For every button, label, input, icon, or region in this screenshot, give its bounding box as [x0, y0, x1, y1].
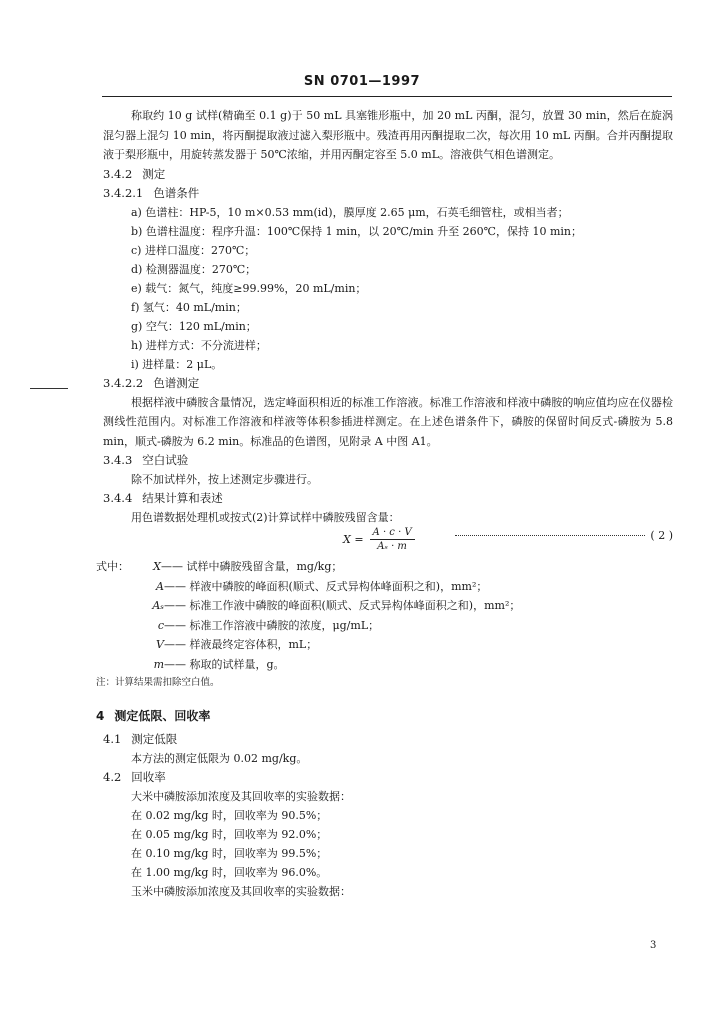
section-title: 测定低限、回收率	[114, 709, 211, 723]
section-4	[96, 706, 673, 726]
recovery-item: 在 1.00 mg/kg 时，回收率为 96.0%。	[131, 866, 328, 879]
measurement-paragraph: 根据样液中磷胺含量情况，选定峰面积相近的标准工作溶液。标准工作溶液和样液中磷胺的响应值均应在仪器检测线性范围内。对标准工作溶液和样液等体积参插进样测定。在上述色谱条件下，磷胺的保留时间反式-磷胺为 5.8 min，顺式-磷胺为 6.2 min。标准品的色谱图，见附录 A 中图 A1。	[103, 395, 673, 448]
spacer	[103, 692, 673, 706]
section-number: 4.1	[103, 732, 122, 746]
section-number: 3.4.3	[103, 453, 133, 467]
section-3-4-3	[103, 451, 673, 470]
header-rule	[102, 96, 672, 97]
condition-item: g) 空气：120 mL/min；	[131, 319, 257, 333]
section-title: 空白试验	[142, 453, 189, 467]
section-title: 结果计算和表述	[142, 491, 223, 505]
section-title: 测定	[142, 166, 166, 181]
condition-item: f) 氢气：40 mL/min；	[131, 300, 247, 314]
section-title: 色谱测定	[153, 375, 200, 390]
condition-item: b) 色谱柱温度：程序升温：100℃保持 1 min，以 20℃/min 升至 260℃，保持 10 min；	[131, 224, 583, 238]
standard-number-header: SN 0701—1997	[303, 74, 421, 89]
condition-item: a) 色谱柱：HP-5，10 m×0.53 mm(id)，膜厚度 2.65 μm，石英毛细管柱，或相当者；	[131, 205, 569, 219]
page-number: 3	[650, 940, 657, 951]
formula-row	[103, 527, 673, 557]
calculation-note: 注：计算结果需扣除空白值。	[96, 677, 220, 688]
variable-row	[96, 596, 673, 616]
formula-lhs: X =	[343, 533, 364, 546]
variable-row	[96, 635, 673, 655]
section-number: 3.4.2.1	[103, 185, 144, 200]
chromatography-conditions-list	[103, 203, 673, 374]
condition-item: i) 进样量：2 μL。	[131, 357, 223, 371]
condition-item: d) 检测器温度：270℃；	[131, 262, 257, 276]
section-number: 3.4.2	[103, 166, 133, 181]
rice-recovery-intro: 大米中磷胺添加浓度及其回收率的实验数据：	[131, 790, 351, 803]
calculation-text: 用色谱数据处理机或按式(2)计算试样中磷胺残留含量：	[131, 511, 400, 524]
formula-numerator: A · c · V	[370, 527, 415, 540]
leader-dots	[455, 535, 645, 536]
equation-number: ( 2 )	[650, 529, 673, 542]
variable-symbol: X	[153, 560, 161, 573]
variable-definitions	[96, 557, 673, 674]
variable-row	[96, 577, 673, 597]
section-3-4-2-1	[103, 184, 673, 203]
formula-denominator: Aₛ · m	[377, 541, 407, 552]
section-4-2	[103, 768, 673, 787]
variable-description: —— 标准工作溶液中磷胺的浓度，μg/mL；	[164, 618, 380, 632]
document-body	[96, 106, 673, 901]
variable-symbol: Aₛ	[152, 599, 164, 612]
recovery-item: 在 0.10 mg/kg 时，回收率为 99.5%；	[131, 847, 328, 860]
variable-row	[96, 655, 673, 675]
extraction-paragraph: 称取约 10 g 试样(精确至 0.1 g)于 50 mL 具塞锥形瓶中，加 20 mL 丙酮，混匀，放置 30 min，然后在旋涡混匀器上混匀 10 min，将丙酮提取液过滤入梨形瓶中。残渣再用丙酮提取二次，每次用 10 mL 丙酮。合并丙酮提取液于梨形瓶中，用旋转蒸发器于 50℃浓缩，并用丙酮定容至 5.0 mL。溶液供气相色谱测定。	[103, 109, 673, 161]
variable-symbol: c	[157, 618, 164, 632]
recovery-item: 在 0.02 mg/kg 时，回收率为 90.5%；	[131, 809, 328, 822]
section-title: 测定低限	[131, 732, 178, 746]
variable-description: —— 样液中磷胺的峰面积(顺式、反式异构体峰面积之和)，mm²；	[164, 579, 488, 593]
section-number: 4	[96, 709, 105, 723]
recovery-item: 在 0.05 mg/kg 时，回收率为 92.0%；	[131, 828, 328, 841]
blank-test-text: 除不加试样外，按上述测定步骤进行。	[131, 473, 318, 486]
corn-recovery-intro: 玉米中磷胺添加浓度及其回收率的实验数据：	[131, 885, 351, 898]
variable-description: —— 称取的试样量，g。	[164, 657, 285, 671]
condition-item: c) 进样口温度：270℃；	[131, 243, 256, 257]
variable-description: —— 试样中磷胺残留含量，mg/kg；	[161, 560, 343, 573]
section-number: 3.4.2.2	[103, 375, 144, 390]
section-title: 回收率	[131, 770, 166, 784]
variable-row	[96, 557, 673, 577]
variable-description: —— 标准工作液中磷胺的峰面积(顺式、反式异构体峰面积之和)，mm²；	[164, 599, 521, 612]
condition-item: h) 进样方式：不分流进样；	[131, 338, 267, 352]
variable-description: —— 样液最终定容体积，mL；	[164, 638, 318, 651]
variable-symbol: m	[153, 657, 164, 671]
section-3-4-2-2	[103, 374, 673, 393]
variable-row	[96, 616, 673, 636]
formula-2	[343, 527, 415, 552]
section-number: 4.2	[103, 770, 122, 784]
section-3-4-2	[103, 165, 673, 184]
section-3-4-4	[103, 489, 673, 508]
variable-symbol: V	[156, 638, 164, 651]
where-label: 式中：	[96, 560, 129, 573]
condition-item: e) 载气：氮气，纯度≥99.99%，20 mL/min；	[131, 281, 367, 295]
detection-limit-text: 本方法的测定低限为 0.02 mg/kg。	[131, 752, 308, 765]
section-4-1	[103, 730, 673, 749]
section-title: 色谱条件	[153, 185, 200, 200]
variable-symbol: A	[156, 579, 164, 593]
section-number: 3.4.4	[103, 491, 133, 505]
formula-fraction	[370, 527, 415, 552]
margin-mark	[30, 388, 68, 389]
